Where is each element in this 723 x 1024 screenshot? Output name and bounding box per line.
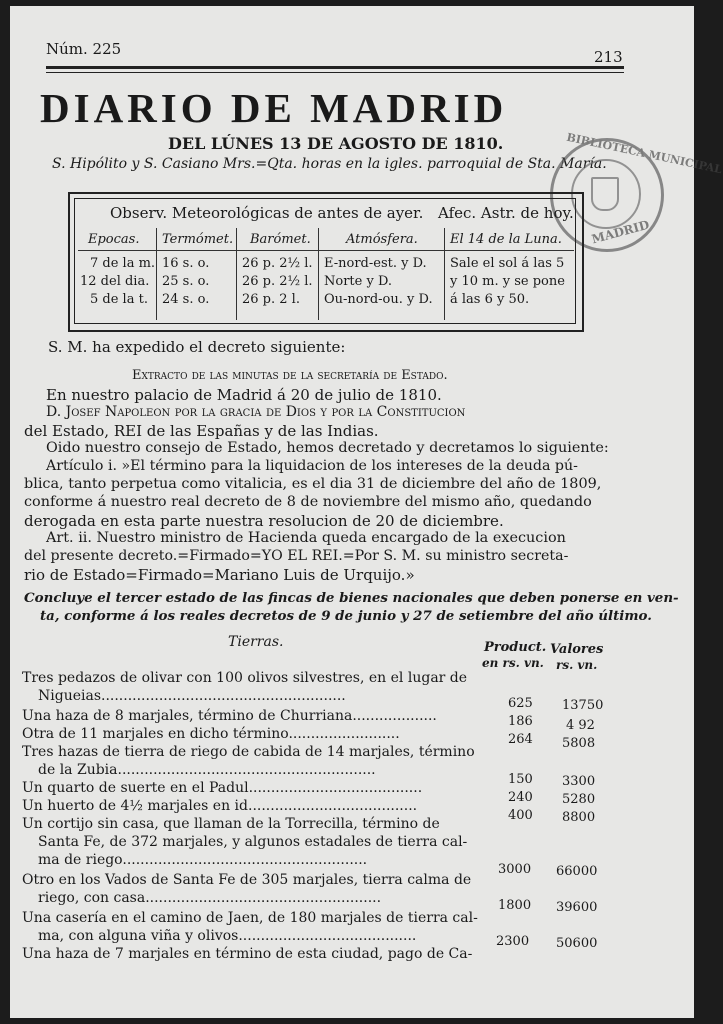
col-divider [444,228,445,320]
col-termometro: Termómet. [162,232,234,247]
land-item-product: 186 [508,714,533,729]
valores-subheading: rs. vn. [556,658,598,672]
weather-header-rule [78,250,574,251]
row-term: 24 s. o. [162,292,210,307]
conclusion-line: ta, conforme á los reales decretos de 9 de junio y 27 de setiembre del año último. [40,608,652,624]
land-item-product: 400 [508,808,533,823]
land-item-line: Otra de 11 marjales en dicho término......................... [22,726,400,742]
newspaper-page [10,6,723,1018]
land-item-valor: 5808 [562,736,596,751]
saints-of-day: S. Hipólito y S. Casiano Mrs.=Qta. horas en la igles. parroquial de Sta. María. [52,156,607,172]
land-item-valor: 66000 [556,864,598,879]
land-item-product: 625 [508,696,533,711]
astro-line: y 10 m. y se pone [450,274,565,289]
land-item-product: 2300 [496,934,530,949]
stamp-text-top: BIBLIOTECA MUNICIPAL [565,130,723,177]
row-term: 25 s. o. [162,274,210,289]
decree-extract-heading: Extracto de las minutas de la secretaría de Estado. [132,368,448,383]
row-atm: Norte y D. [324,274,393,289]
land-item-line: Tres hazas de tierra de riego de cabida de 14 marjales, término [22,744,475,760]
col-barometro: Barómet. [250,232,311,247]
col-divider [156,228,157,320]
valores-heading: Valores [550,642,604,657]
stamp-text-bottom: MADRID [590,217,651,247]
row-term: 16 s. o. [162,256,210,271]
land-item-product: 240 [508,790,533,805]
col-luna: El 14 de la Luna. [450,232,562,247]
coat-of-arms-icon [591,177,619,211]
land-item-line: Un cortijo sin casa, que llaman de la Torrecilla, término de [22,816,440,832]
land-item-line: de la Zubia.......................................................... [38,762,376,778]
land-item-product: 150 [508,772,533,787]
col-epocas: Epocas. [88,232,140,247]
decree-line: Oido nuestro consejo de Estado, hemos decretado y decretamos lo siguiente: [46,440,609,456]
land-item-product: 3000 [498,862,532,877]
land-item-line: Una casería en el camino de Jaen, de 180 marjales de tierra cal- [22,910,478,926]
decree-line: D. Josef Napoleon por la gracia de Dios y por la Constitucion [46,404,466,420]
land-item-valor: 8800 [562,810,596,825]
row-baro: 26 p. 2½ l. [242,256,313,271]
issue-date: DEL LÚNES 13 DE AGOSTO DE 1810. [168,134,504,153]
astro-line: á las 6 y 50. [450,292,530,307]
decree-line: del Estado, REI de las Españas y de las Indias. [24,422,379,440]
product-heading: Product. [484,640,547,655]
masthead-title: DIARIO DE MADRID [40,85,508,131]
land-item-valor: 5280 [562,792,596,807]
astro-title: Afec. Astr. de hoy. [438,204,574,222]
land-item-line: Santa Fe, de 372 marjales, y algunos estadales de tierra cal- [38,834,468,850]
decree-line: rio de Estado=Firmado=Mariano Luis de Urquijo.» [24,566,415,584]
col-atmosfera: Atmósfera. [346,232,418,247]
conclusion-line: Concluye el tercer estado de las fincas de bienes nacionales que deben ponerse en ven- [24,590,679,606]
land-item-valor: 13750 [562,698,604,713]
land-item-line: riego, con casa..................................................... [38,890,382,906]
decree-line: blica, tanto perpetua como vitalicia, es el dia 31 de diciembre del año de 1809, [24,476,602,492]
land-item-line: Un quarto de suerte en el Padul....................................... [22,780,423,796]
land-item-line: Tres pedazos de olivar con 100 olivos silvestres, en el lugar de [22,670,468,686]
col-divider [318,228,319,320]
land-item-product: 1800 [498,898,532,913]
row-epoca: 5 de la t. [90,292,148,307]
decree-line: Artículo i. »El término para la liquidacion de los intereses de la deuda pú- [46,458,578,474]
decree-intro: S. M. ha expedido el decreto siguiente: [48,338,346,356]
decree-line: conforme á nuestro real decreto de 8 de noviembre del mismo año, quedando [24,494,592,510]
astro-line: Sale el sol á las 5 [450,256,565,271]
weather-title: Observ. Meteorológicas de antes de ayer. [110,204,424,222]
decree-line: derogada en esta parte nuestra resolucion de 20 de diciembre. [24,512,504,530]
land-item-line: Otro en los Vados de Santa Fe de 305 marjales, tierra calma de [22,872,472,888]
page-number: 213 [594,48,623,66]
product-subheading: en rs. vn. [482,656,544,670]
decree-line: del presente decreto.=Firmado=YO EL REI.=Por S. M. su ministro secreta- [24,548,569,564]
land-item-line: Un huerto de 4½ marjales en id...................................... [22,798,418,814]
col-divider [236,228,237,320]
land-item-valor: 3300 [562,774,596,789]
tierras-heading: Tierras. [228,634,284,650]
row-baro: 26 p. 2 l. [242,292,300,307]
header-rule-thick [46,66,624,69]
land-item-valor: 4 92 [566,718,595,733]
row-epoca: 12 del dia. [80,274,150,289]
issue-number: Núm. 225 [46,40,122,58]
decree-line: En nuestro palacio de Madrid á 20 de julio de 1810. [46,386,442,404]
land-item-line: ma, con alguna viña y olivos........................................ [38,928,417,944]
row-epoca: 7 de la m. [90,256,156,271]
land-item-product: 264 [508,732,533,747]
land-item-line: ma de riego....................................................... [38,852,368,868]
row-baro: 26 p. 2½ l. [242,274,313,289]
decree-line: Art. ii. Nuestro ministro de Hacienda queda encargado de la execucion [46,530,566,546]
land-item-valor: 39600 [556,900,598,915]
header-rule-thin [46,72,624,73]
land-item-line: Una haza de 8 marjales, término de Churriana................... [22,708,437,724]
row-atm: E-nord-est. y D. [324,256,427,271]
row-atm: Ou-nord-ou. y D. [324,292,433,307]
land-item-valor: 50600 [556,936,598,951]
land-item-line: Una haza de 7 marjales en término de esta ciudad, pago de Ca- [22,946,473,962]
land-item-line: Nigueias....................................................... [38,688,346,704]
